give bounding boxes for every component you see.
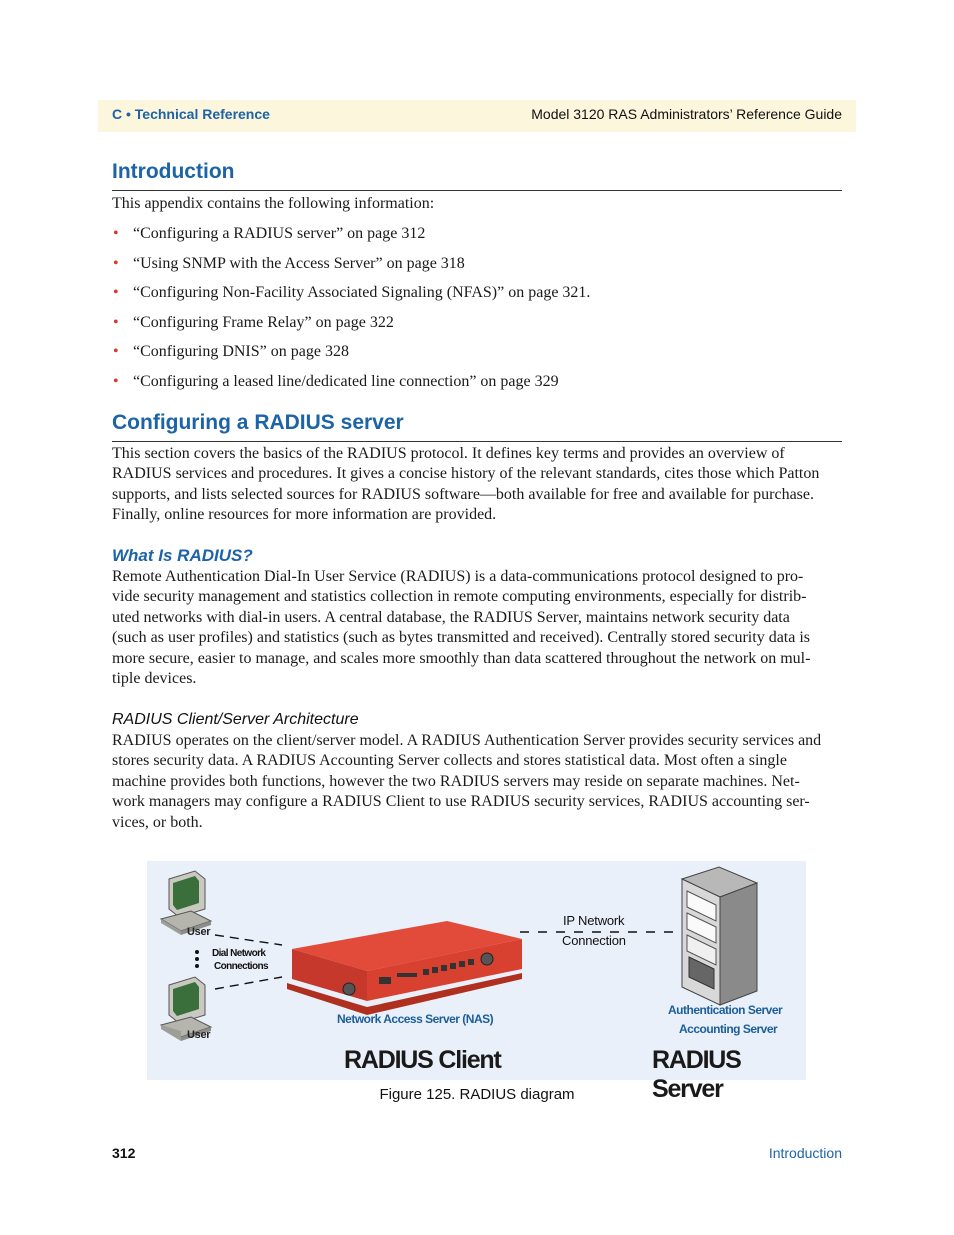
bullet-icon: • (113, 225, 119, 242)
architecture-heading: RADIUS Client/Server Architecture (112, 711, 359, 728)
heading-rule (112, 190, 842, 191)
user-label: User (187, 926, 211, 938)
auth-server-label: Authentication Server (668, 1003, 783, 1017)
list-item[interactable]: • “Configuring Non-Facility Associated Signaling (NFAS)” on page 321. (112, 281, 842, 311)
radius-server-title: RADIUS Server (652, 1046, 741, 1103)
figure-caption: Figure 125. RADIUS diagram (379, 1086, 575, 1103)
list-item[interactable]: • “Configuring a leased line/dedicated line connection” on page 329 (112, 370, 842, 400)
page-number: 312 (112, 1145, 136, 1161)
topic-list (112, 222, 842, 400)
bullet-icon: • (113, 372, 119, 390)
what-is-radius-heading: What Is RADIUS? (112, 546, 253, 565)
bullet-icon: • (113, 343, 119, 361)
server-icon (682, 867, 757, 1005)
introduction-heading: Introduction (112, 160, 235, 183)
nas-label: Network Access Server (NAS) (337, 1012, 494, 1026)
radius-section-body: This section covers the basics of the RADIUS protocol. It defines key terms and provides an overview of RADIUS services and procedures. It gives a concise history of the relevant standards, cites those which Patton supports, and lists selected sources for RADIUS software—both available for free and available for purchase. Finally, online resources for more information are provided. (112, 445, 820, 524)
radius-client-title: RADIUS Client (344, 1046, 501, 1074)
architecture-body: RADIUS operates on the client/server model. A RADIUS Authentication Server provides security services and stores security data. A RADIUS Accounting Server collects and stores statistical data. Most often a single machine provides both functions, however the two RADIUS servers may reside on separate machines. Net- work managers may configure a RADIUS Client to use RADIUS security services, RADIUS accounting ser- vices, or both. (112, 732, 822, 831)
radius-section-heading: Configuring a RADIUS server (112, 411, 404, 434)
introduction-lead: This appendix contains the following information: (112, 195, 435, 212)
dial-connections-label: Connections (214, 961, 268, 972)
ip-network-label: IP Network (563, 913, 625, 928)
list-item[interactable]: • “Using SNMP with the Access Server” on page 318 (112, 252, 842, 282)
heading-rule (112, 441, 842, 442)
header-section: C • Technical Reference (112, 106, 270, 122)
accounting-server-label: Accounting Server (679, 1022, 778, 1036)
footer-section-name: Introduction (768, 1145, 842, 1161)
bullet-icon: • (113, 313, 119, 331)
list-item[interactable]: • “Configuring Frame Relay” on page 322 (112, 311, 842, 341)
bullet-icon: • (113, 254, 119, 272)
header-guide-title: Model 3120 RAS Administrators’ Reference Guide (531, 106, 842, 122)
user-label: User (187, 1029, 211, 1041)
list-item[interactable]: • “Configuring a RADIUS server” on page 312 (112, 222, 842, 252)
bullet-icon: • (113, 284, 119, 302)
list-item[interactable]: • “Configuring DNIS” on page 328 (112, 340, 842, 370)
ip-connection-label: Connection (562, 933, 626, 948)
what-is-radius-body: Remote Authentication Dial-In User Service (RADIUS) is a data-communications protocol designed to pro- vide security management and statistics collection in remote computing environments, especially for distrib- uted networks with dial-in users. A central database, the RADIUS Server, maintains network security data (such as user profiles) and statistics (such as bytes transmitted and received). Centrally stored security data is more secure, easier to manage, and scales more smoothly than data scattered throughout the network on mul- tiple devices. (112, 568, 811, 688)
dial-network-label: Dial Network (212, 948, 266, 959)
nas-device-icon (287, 921, 522, 1015)
